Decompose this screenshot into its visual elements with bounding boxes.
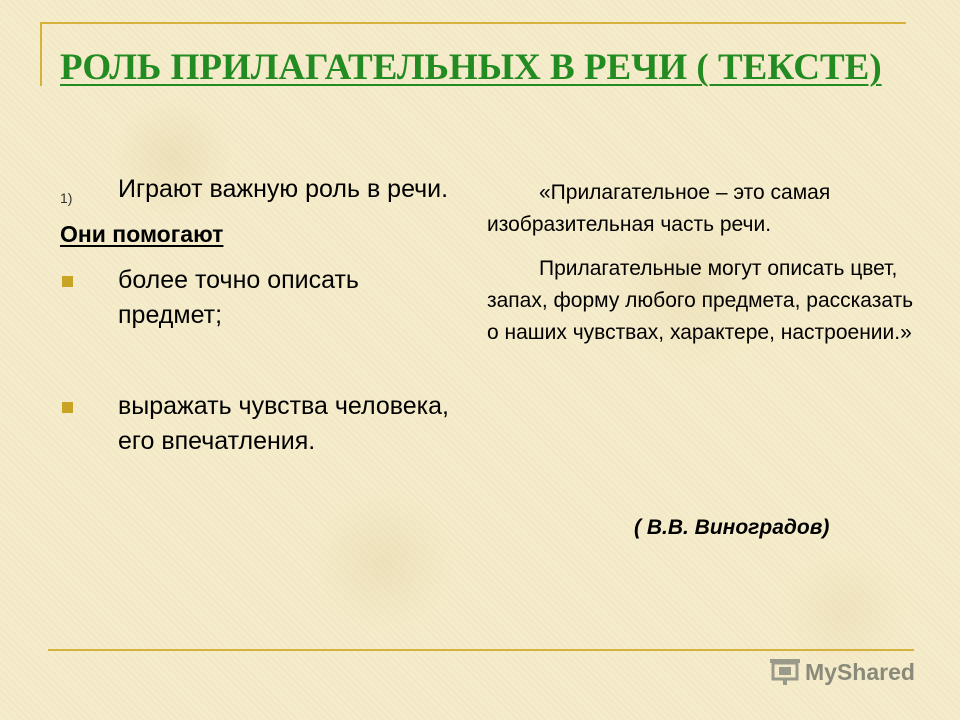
bullet-item xyxy=(60,263,460,333)
presentation-board-icon xyxy=(768,657,802,687)
quote-block xyxy=(487,177,927,349)
watermark-text: MyShared xyxy=(805,658,915,685)
item-number: 1) xyxy=(60,190,73,206)
left-column xyxy=(60,172,460,459)
quote-paragraph: Прилагательные могут описать цвет, запах, форму любого предмета, рассказать о наших чувствах, характере, настроении.» xyxy=(487,257,914,344)
top-rule-line xyxy=(40,22,906,24)
numbered-item xyxy=(60,172,460,207)
bullet-text: более точно описать предмет; xyxy=(118,266,359,329)
bullet-item xyxy=(60,389,460,459)
bullet-text: выражать чувства человека, его впечатления. xyxy=(118,392,449,455)
square-bullet-icon xyxy=(62,276,73,287)
quote-paragraph: «Прилагательное – это самая изобразительная часть речи. xyxy=(487,181,831,236)
bottom-rule-line xyxy=(48,649,914,651)
quote-author: ( В.В. Виноградов) xyxy=(634,516,830,539)
square-bullet-icon xyxy=(62,402,73,413)
left-rule-line xyxy=(40,22,42,86)
numbered-item-text: Играют важную роль в речи. xyxy=(118,175,449,203)
subheading: Они помогают xyxy=(60,221,224,247)
slide-title: РОЛЬ ПРИЛАГАТЕЛЬНЫХ В РЕЧИ ( ТЕКСТЕ) xyxy=(60,47,882,88)
watermark-logo xyxy=(768,657,915,687)
